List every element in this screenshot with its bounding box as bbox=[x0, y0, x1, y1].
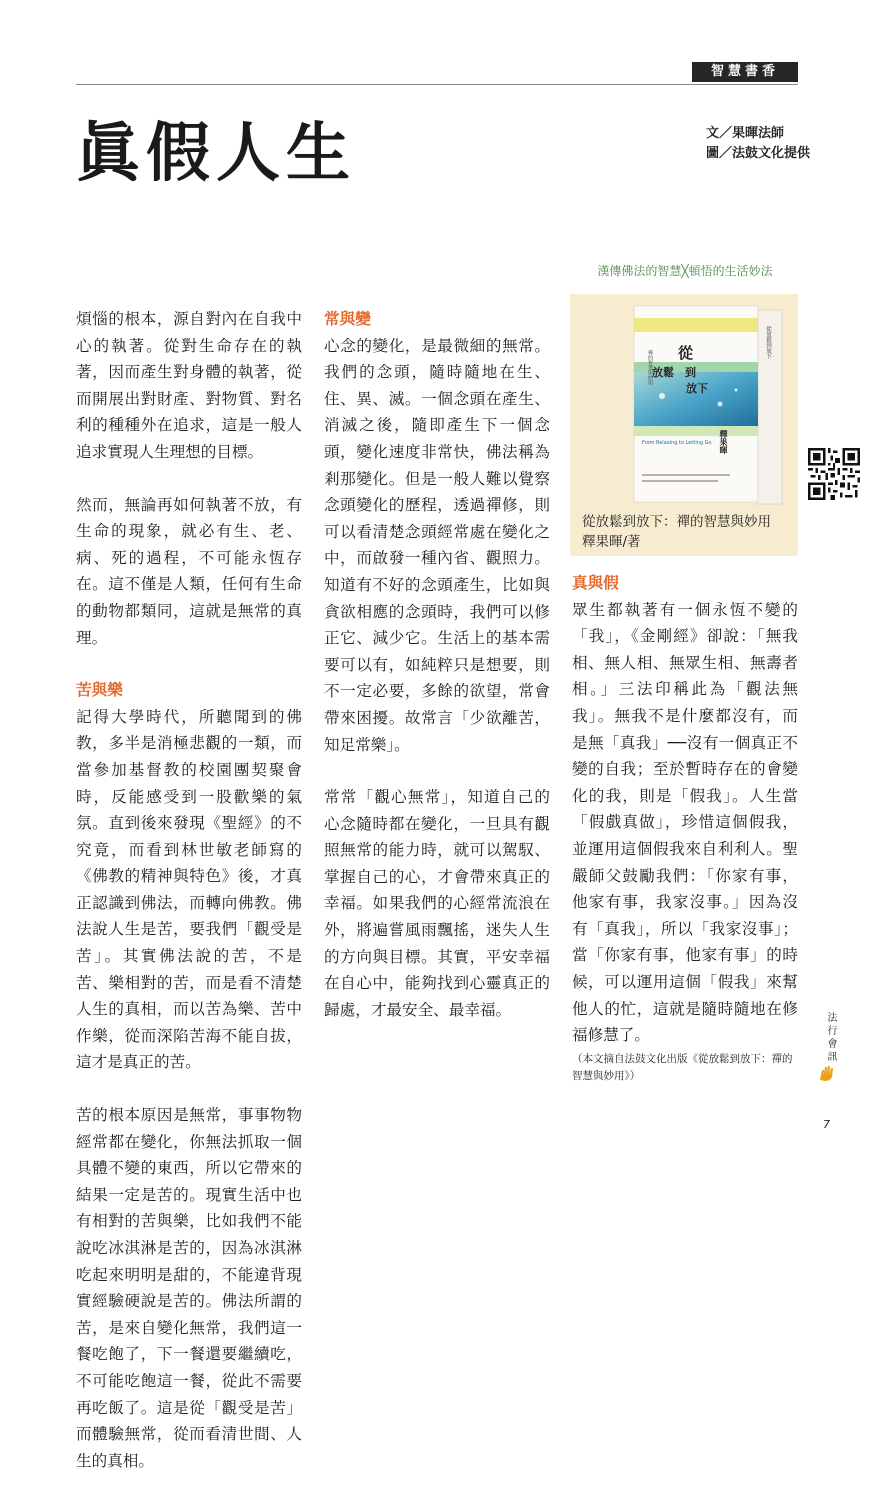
spine-title: 從放鬆到放下 bbox=[765, 326, 771, 359]
page-number: 7 bbox=[823, 1118, 830, 1131]
article-title: 眞假人生 bbox=[76, 116, 356, 191]
paragraph-2: 然而，無論再如何執著不放，有生命的現象，就必有生、老、病、死的過程，不可能永恆存在。這不僅是人類，任何有生命的動物都類同，這就是無常的真理。 bbox=[76, 495, 302, 647]
paragraph-3: 記得大學時代，所聽聞到的佛教，多半是消極悲觀的一類，而當參加基督教的校園團契聚會時，反能感受到一股歡樂的氣氛。直到後來發現《聖經》的不究竟，而看到林世敏老師寫的《佛教的精神與特色》後，才真正認識到佛法，而轉向佛教。佛法說人生是苦，要我們「觀受是苦」。其實佛法說的苦，不是苦、樂相對的苦，而是看不清楚人生的真相，而以苦為樂、苦中作樂，從而深陷苦海不能自拔，這才是真正的苦。 bbox=[76, 707, 302, 1072]
section-heading-ku-le: 苦與樂 bbox=[76, 681, 123, 700]
paragraph-6: 常常「觀心無常」，知道自己的心念隨時都在變化，一旦具有觀照無常的能力時，就可以駕馭、掌握自己的心，才會帶來真正的幸福。如果我們的心經常流浪在外，將遍嘗風雨飄搖，迷失人生的方向與目標。其實，平安幸福在自心中，能夠找到心靈真正的歸處，才最安全、最幸福。 bbox=[324, 788, 550, 1019]
paragraph-1: 煩惱的根本，源自對內在自我中心的執著。從對生命存在的執著，因而產生對身體的執著，從而開展出對財產、對物質、對名利的種種外在追求，這是一般人追求實現人生理想的目標。 bbox=[76, 310, 302, 461]
book-tagline: 漢傳佛法的智慧╳頓悟的生活妙法 bbox=[597, 264, 773, 278]
cover-author: 釋果暉 bbox=[719, 430, 729, 454]
qr-code-icon[interactable] bbox=[808, 448, 860, 500]
book-caption-author: 釋果暉/著 bbox=[582, 534, 641, 550]
paragraph-5: 心念的變化，是最微細的無常。我們的念頭，隨時隨地在生、住、異、滅。一個念頭在產生、消滅之後，隨即產生下一個念頭，變化速度非常快，佛法稱為剎那變化。但是一般人難以覺察念頭變化的歷程，透過禪修，則可以看清楚念頭經常處在變化之中，而啟發一種內省、觀照力。知道有不好的念頭產生，比如與貪欲相應的念頭時，我們可以修正它、減少它。生活上的基本需要可以有，如純粹只是想要，則不一定必要，多餘的欲望，常會帶來困擾。故常言「少欲離苦，知足常樂」。 bbox=[324, 336, 550, 754]
author-credit: 文／果暉法師 bbox=[706, 126, 785, 141]
cover-subtitle: 禪的智慧與妙用 bbox=[647, 350, 653, 385]
cover-title-line1: 從 bbox=[678, 344, 694, 362]
section-heading-zhen-jia: 真與假 bbox=[572, 574, 619, 592]
book-cover-image bbox=[632, 304, 784, 506]
paragraph-4: 苦的根本原因是無常，事事物物經常都在變化，你無法抓取一個具體不變的東西，所以它帶來的結果一定是苦的。現實生活中也有相對的苦與樂，比如我們不能說吃冰淇淋是苦的，因為冰淇淋吃起來明明是甜的，不能違背現實經驗硬說是苦的。佛法所謂的苦，是來自變化無常，我們這一餐吃飽了，下一餐還要繼續吃，不可能吃飽這一餐，從此不需要再吃飯了。這是從「觀受是苦」而體驗無常，從而看清世間、人生的真相。 bbox=[76, 1106, 302, 1470]
section-heading-chang-bian: 常與變 bbox=[324, 310, 371, 328]
book-caption bbox=[582, 512, 771, 552]
credits bbox=[706, 124, 810, 164]
book-caption-title: 從放鬆到放下：禪的智慧與妙用 bbox=[582, 514, 771, 530]
paragraph-7: 眾生都執著有一個永恆不變的「我」，《金剛經》卻說：「無我相、無人相、無眾生相、無壽者相。」三法印稱此為「觀法無我」。無我不是什麼都沒有，而是無「真我」──沒有一個真正不變的自我；至於暫時存在的會變化的我，則是「假我」。人生當「假戲真做」，珍惜這個假我，並運用這個假我來自利利人。聖嚴師父鼓勵我們：「你家有事，他家有事，我家沒事。」因為沒有「真我」，所以「我家沒事」；當「你家有事，他家有事」的時候，可以運用這個「假我」來幫他人的忙，這就是隨時隨地在修福修慧了。 bbox=[572, 600, 798, 1045]
magazine-brand: 法行會訊 bbox=[825, 1012, 836, 1064]
image-credit: 圖／法鼓文化提供 bbox=[706, 146, 811, 161]
cover-title-line3: 放下 bbox=[686, 382, 708, 395]
text-column-2 bbox=[324, 306, 550, 1049]
header-rule bbox=[76, 84, 798, 85]
hand-logo-icon bbox=[817, 1062, 837, 1082]
cover-english-title: From Relaxing to Letting Go bbox=[642, 440, 712, 446]
source-note: （本文摘自法鼓文化出版《從放鬆到放下：禪的智慧與妙用》） bbox=[572, 1052, 793, 1082]
text-column-1 bbox=[76, 306, 302, 1500]
column-tag: 智慧書香 bbox=[692, 62, 798, 82]
text-column-3 bbox=[572, 570, 798, 1085]
cover-title-line2: 放鬆 到 bbox=[652, 366, 696, 379]
